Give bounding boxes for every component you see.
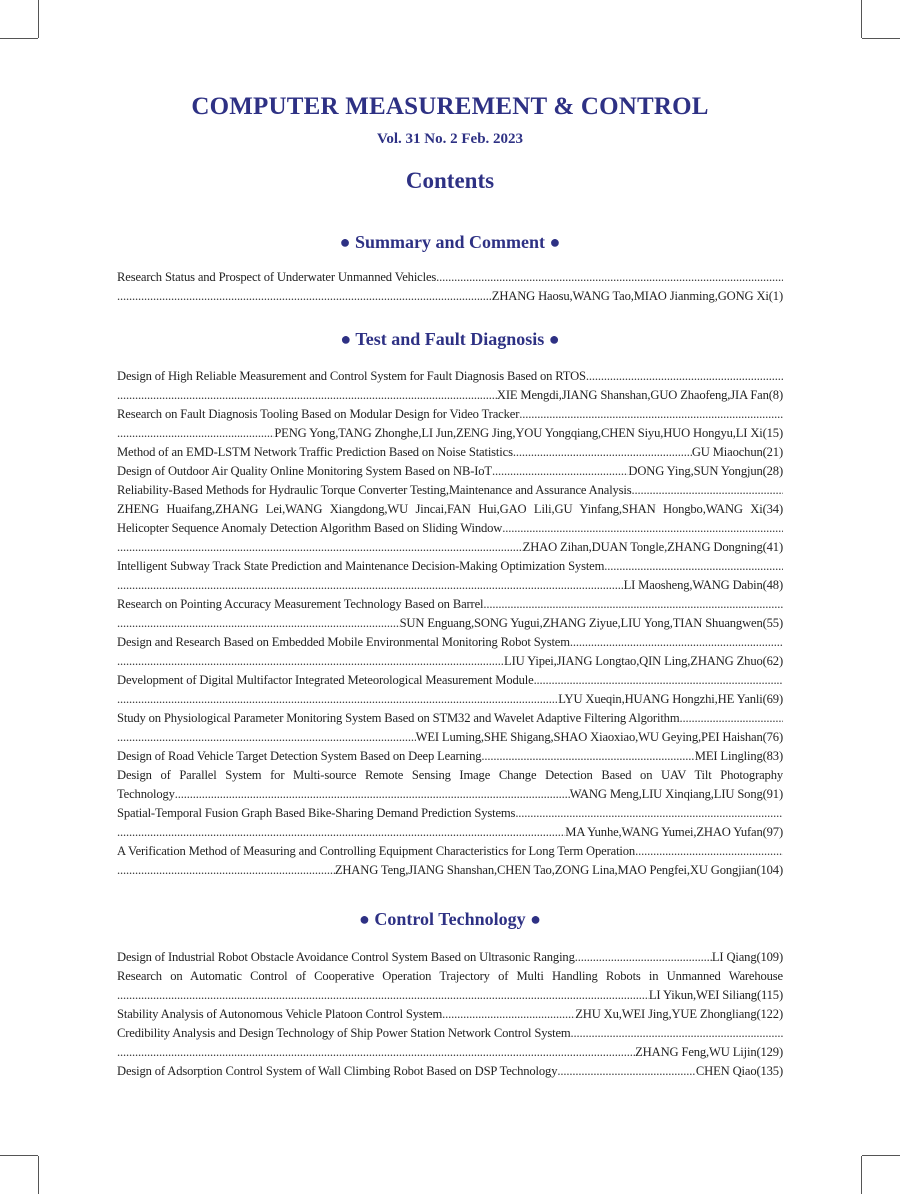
crop-mark-top-right-h [862,38,900,39]
crop-mark-top-left-h [0,38,38,39]
toc-entry-title[interactable]: Credibility Analysis and Design Technology of Ship Power Station Network Control System ..... [117,1024,783,1043]
toc-entry-title[interactable]: Research Status and Prospect of Underwater Unmanned Vehicles ..... [117,268,783,287]
toc-entry-authors: ..... LIU Yipei,JIANG Longtao,QIN Ling,ZHANG Zhuo(62) [117,652,783,671]
contents-title: Contents [405,168,495,193]
toc-section-summary [117,268,783,306]
toc-entry[interactable]: Design of Road Vehicle Target Detection System Based on Deep Learning ..... MEI Lingling(83) [117,747,783,766]
crop-mark-top-right-v [861,0,862,38]
toc-entry-authors: ..... ZHANG Haosu,WANG Tao,MIAO Jianming,GONG Xi(1) [117,287,783,306]
toc-entry-authors: ..... ZHANG Feng,WU Lijin(129) [117,1043,783,1062]
toc-entry[interactable]: Stability Analysis of Autonomous Vehicle Platoon Control System ..... ZHU Xu,WEI Jing,YUE Zhongliang(122) [117,1005,783,1024]
toc-entry-title[interactable]: Design of High Reliable Measurement and Control System for Fault Diagnosis Based on RTOS ..... [117,367,783,386]
toc-entry-title[interactable]: Spatial-Temporal Fusion Graph Based Bike-Sharing Demand Prediction Systems ..... [117,804,783,823]
toc-entry-authors: ZHENG Huaifang,ZHANG Lei,WANG Xiangdong,WU Jincai,FAN Hui,GAO Lili,GU Yinfang,SHAN Hongbo,WANG Xi(34) [117,502,783,516]
issue-info: Vol. 31 No. 2 Feb. 2023 [376,131,524,147]
section-heading-summary: ● Summary and Comment ● [339,232,561,252]
toc-entry-title[interactable]: Intelligent Subway Track State Prediction and Maintenance Decision-Making Optimization System ..... [117,557,783,576]
crop-mark-bottom-right-h [862,1155,900,1156]
crop-mark-bottom-left-h [0,1155,38,1156]
toc-entry-authors: ..... XIE Mengdi,JIANG Shanshan,GUO Zhaofeng,JIA Fan(8) [117,386,783,405]
toc-entry-title[interactable]: A Verification Method of Measuring and Controlling Equipment Characteristics for Long Term Operation ..... [117,842,783,861]
toc-entry-authors: ..... ZHAO Zihan,DUAN Tongle,ZHANG Dongning(41) [117,538,783,557]
toc-entry-authors: ..... LI Yikun,WEI Siliang(115) [117,986,783,1005]
crop-mark-bottom-right-v [861,1156,862,1194]
toc-entry-authors: ..... WEI Luming,SHE Shigang,SHAO Xiaoxiao,WU Geying,PEI Haishan(76) [117,728,783,747]
toc-entry-title[interactable]: Design and Research Based on Embedded Mobile Environmental Monitoring Robot System ..... [117,633,783,652]
section-heading-test-fault: ● Test and Fault Diagnosis ● [340,329,560,349]
toc-entry-title[interactable]: Development of Digital Multifactor Integrated Meteorological Measurement Module ..... [117,671,783,690]
toc-section-control [117,948,783,1081]
toc-entry[interactable]: Method of an EMD-LSTM Network Traffic Prediction Based on Noise Statistics ..... GU Miaochun(21) [117,443,783,462]
toc-entry-title[interactable]: Design of Parallel System for Multi-source Remote Sensing Image Change Detection Based on UAV Tilt Photography [117,768,783,782]
toc-entry-title[interactable]: Research on Pointing Accuracy Measurement Technology Based on Barrel ..... [117,595,783,614]
toc-entry-title[interactable]: Helicopter Sequence Anomaly Detection Algorithm Based on Sliding Window ..... [117,519,783,538]
toc-entry[interactable]: Design of Industrial Robot Obstacle Avoidance Control System Based on Ultrasonic Ranging ..... LI Qiang(109) [117,948,783,967]
toc-entry-title[interactable]: Research on Automatic Control of Cooperative Operation Trajectory of Multi Handling Robots in Unmanned Warehouse [117,969,783,983]
toc-entry[interactable]: Design of Outdoor Air Quality Online Monitoring System Based on NB-IoT ..... DONG Ying,SUN Yongjun(28) [117,462,783,481]
crop-mark-top-left-v [38,0,39,38]
toc-entry[interactable]: Design of Adsorption Control System of Wall Climbing Robot Based on DSP Technology ..... CHEN Qiao(135) [117,1062,783,1081]
toc-section-test-fault [117,367,783,880]
toc-entry-authors: Technology ..... WANG Meng,LIU Xinqiang,LIU Song(91) [117,785,783,804]
toc-entry-authors: ..... LI Maosheng,WANG Dabin(48) [117,576,783,595]
section-heading-control: ● Control Technology ● [359,909,541,929]
toc-entry-authors: ..... SUN Enguang,SONG Yugui,ZHANG Ziyue,LIU Yong,TIAN Shuangwen(55) [117,614,783,633]
toc-entry-authors: ..... PENG Yong,TANG Zhonghe,LI Jun,ZENG Jing,YOU Yongqiang,CHEN Siyu,HUO Hongyu,LI Xi(15) [117,424,783,443]
crop-mark-bottom-left-v [38,1156,39,1194]
toc-entry-authors: ..... LYU Xueqin,HUANG Hongzhi,HE Yanli(69) [117,690,783,709]
toc-entry-authors: ..... MA Yunhe,WANG Yumei,ZHAO Yufan(97) [117,823,783,842]
toc-entry-title[interactable]: Research on Fault Diagnosis Tooling Based on Modular Design for Video Tracker ..... [117,405,783,424]
toc-entry-title[interactable]: Reliability-Based Methods for Hydraulic Torque Converter Testing,Maintenance and Assurance Analysis ..... [117,481,783,500]
journal-title: COMPUTER MEASUREMENT & CONTROL [191,93,709,120]
toc-entry-authors: ..... ZHANG Teng,JIANG Shanshan,CHEN Tao,ZONG Lina,MAO Pengfei,XU Gongjian(104) [117,861,783,880]
toc-entry-title[interactable]: Study on Physiological Parameter Monitoring System Based on STM32 and Wavelet Adaptive Filtering Algorithm ..... [117,709,783,728]
